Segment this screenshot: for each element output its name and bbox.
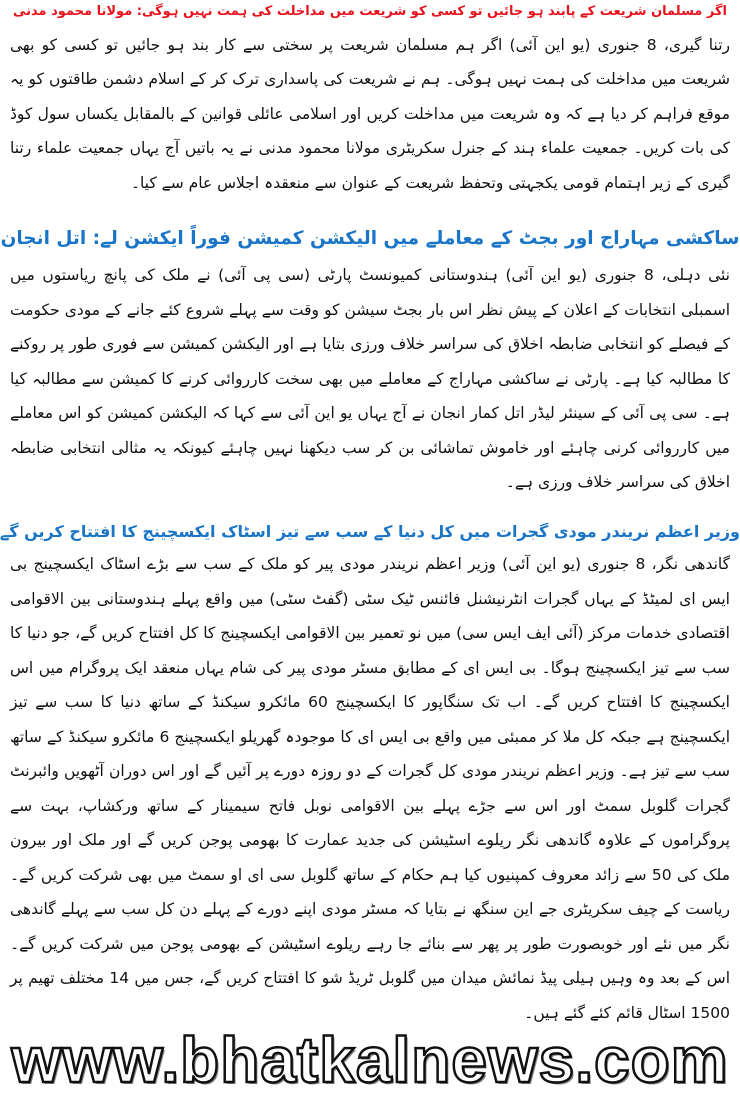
headline-election-commission: ساکشی مہاراج اور بجٹ کے معاملے میں الیکشن کمیشن فوراً ایکشن لے: اتل انجان — [0, 228, 740, 249]
article-stock-exchange — [0, 522, 740, 1030]
article-body-election-commission: نئی دہلی، 8 جنوری (یو این آئی) ہندوستانی کمیونسٹ پارٹی (سی پی آئی) نے ملک کی پانچ ریاستوں میں اسمبلی انتخابات کے اعلان کے پیش نظر اس بار بجٹ سیشن کو وقت سے پہلے شروع کئے جانے کے مودی حکومت کے فیصلے کو انتخابی ضابطہ اخلاق کی سراسر خلاف ورزی بتایا ہے اور الیکشن کمیشن سے فوری طور پر روکنے کا مطالبہ کیا ہے۔ پارٹی نے ساکشی مہاراج کے معاملے میں بھی سخت کارروائی کرنے کا کمیشن سے مطالبہ کیا ہے۔ سی پی آئی کے سینئر لیڈر اتل کمار انجان نے آج یہاں یو این آئی سے کہا کہ الیکشن کمیشن کو اس معاملے میں کارروائی کرنی چاہئے اور خاموش تماشائی بن کر سب دیکھنا نہیں چاہئے کیونکہ یہ مثالی انتخابی ضابطہ اخلاق کی سراسر خلاف ورزی ہے۔ — [10, 266, 730, 492]
headline-shariat: اگر مسلمان شریعت کے پابند ہو جائیں تو کسی کو شریعت میں مداخلت کی ہمت نہیں ہوگی: مولانا محمود مدنی — [13, 4, 727, 19]
site-watermark: www.bhatkalnews.com — [11, 1024, 729, 1096]
article-shariat — [0, 4, 740, 200]
headline-stock-exchange: وزیر اعظم نریندر مودی گجرات میں کل دنیا کے سب سے تیز اسٹاک ایکسچینج کا افتتاح کریں گے — [0, 522, 740, 541]
article-body-shariat: رتنا گیری، 8 جنوری (یو این آئی) اگر ہم مسلمان شریعت پر سختی سے کار بند ہو جائیں تو کسی کو بھی شریعت میں مداخلت کی ہمت نہیں ہوگی۔ ہم نے شریعت کی پاسداری ترک کر کے اسلام دشمن طاقتوں کو یہ موقع فراہم کر دیا ہے کہ وہ شریعت میں مداخلت کریں اور اسلامی عائلی قوانین کے بالمقابل یکساں سول کوڈ کی بات کریں۔ جمعیت علماء ہند کے جنرل سکریٹری مولانا محمود مدنی نے یہ باتیں آج یہاں جمعیت علماء رتنا گیری کے زیر اہتمام قومی یکجہتی وتحفظ شریعت کے عنوان سے منعقدہ اجلاس عام سے کیا۔ — [10, 35, 730, 192]
article-body-stock-exchange: گاندھی نگر، 8 جنوری (یو این آئی) وزیر اعظم نریندر مودی پیر کو ملک کے سب سے بڑے اسٹاک ایکسچینج بی ایس ای لمیٹڈ کے یہاں گجرات انٹرنیشنل فائنس ٹیک سٹی (گفٹ سٹی) میں واقع پہلے ہندوستانی بین الاقوامی اقتصادی خدمات مرکز (آئی ایف ایس سی) میں نو تعمیر بین الاقوامی ایکسچینج کا کل افتتاح کریں گے، جو دنیا کا سب سے تیز ایکسچینج ہوگا۔ بی ایس ای کے مطابق مسٹر مودی پیر کی شام یہاں منعقد ایک پروگرام میں اس ایکسچینج کا افتتاح کریں گے۔ اب تک سنگاپور کا ایکسچینج 60 مائکرو سیکنڈ کے ساتھ دنیا کا سب سے تیز ایکسچینج ہے جبکہ کل ملا کر ممبئی میں واقع بی ایس ای کا موجودہ گھریلو ایکسچینج 6 مائکرو سیکنڈ کے ساتھ سب سے تیز ہے۔ وزیر اعظم نریندر مودی کل گجرات کے دو روزہ دورے پر آئیں گے اور اس دوران آٹھویں وائبرنٹ گجرات گلوبل سمٹ اور اس سے جڑے پہلے بین الاقوامی نوبل فاتح سیمینار کے ساتھ ورکشاپ، بہت سے پروگراموں کے علاوہ گاندھی نگر ریلوے اسٹیشن کی جدید عمارت کا بھومی پوجن کریں گے اور ملک اور بیرون ملک کی 50 سے زائد معروف کمپنیوں کیا ہم حکام کے ساتھ گلوبل سی ای او سمٹ میں بھی شرکت کریں گے۔ ریاست کے چیف سکریٹری جے این سنگھ نے بتایا کہ مسٹر مودی اپنے دورے کے پہلے دن کل سب سے پہلے گاندھی نگر میں نئے اور خوبصورت طور پر پھر سے بنائے جا رہے ریلوے اسٹیشن کے بھومی پوجن میں شرکت کریں گے۔ اس کے بعد وہ وہیں ہیلی پیڈ نمائش میدان میں گلوبل ٹریڈ شو کا افتتاح کریں گے، جس میں 14 مختلف تھیم پر 1500 اسٹال قائم کئے گئے ہیں۔ — [9, 555, 730, 1022]
article-election-commission — [0, 228, 740, 500]
